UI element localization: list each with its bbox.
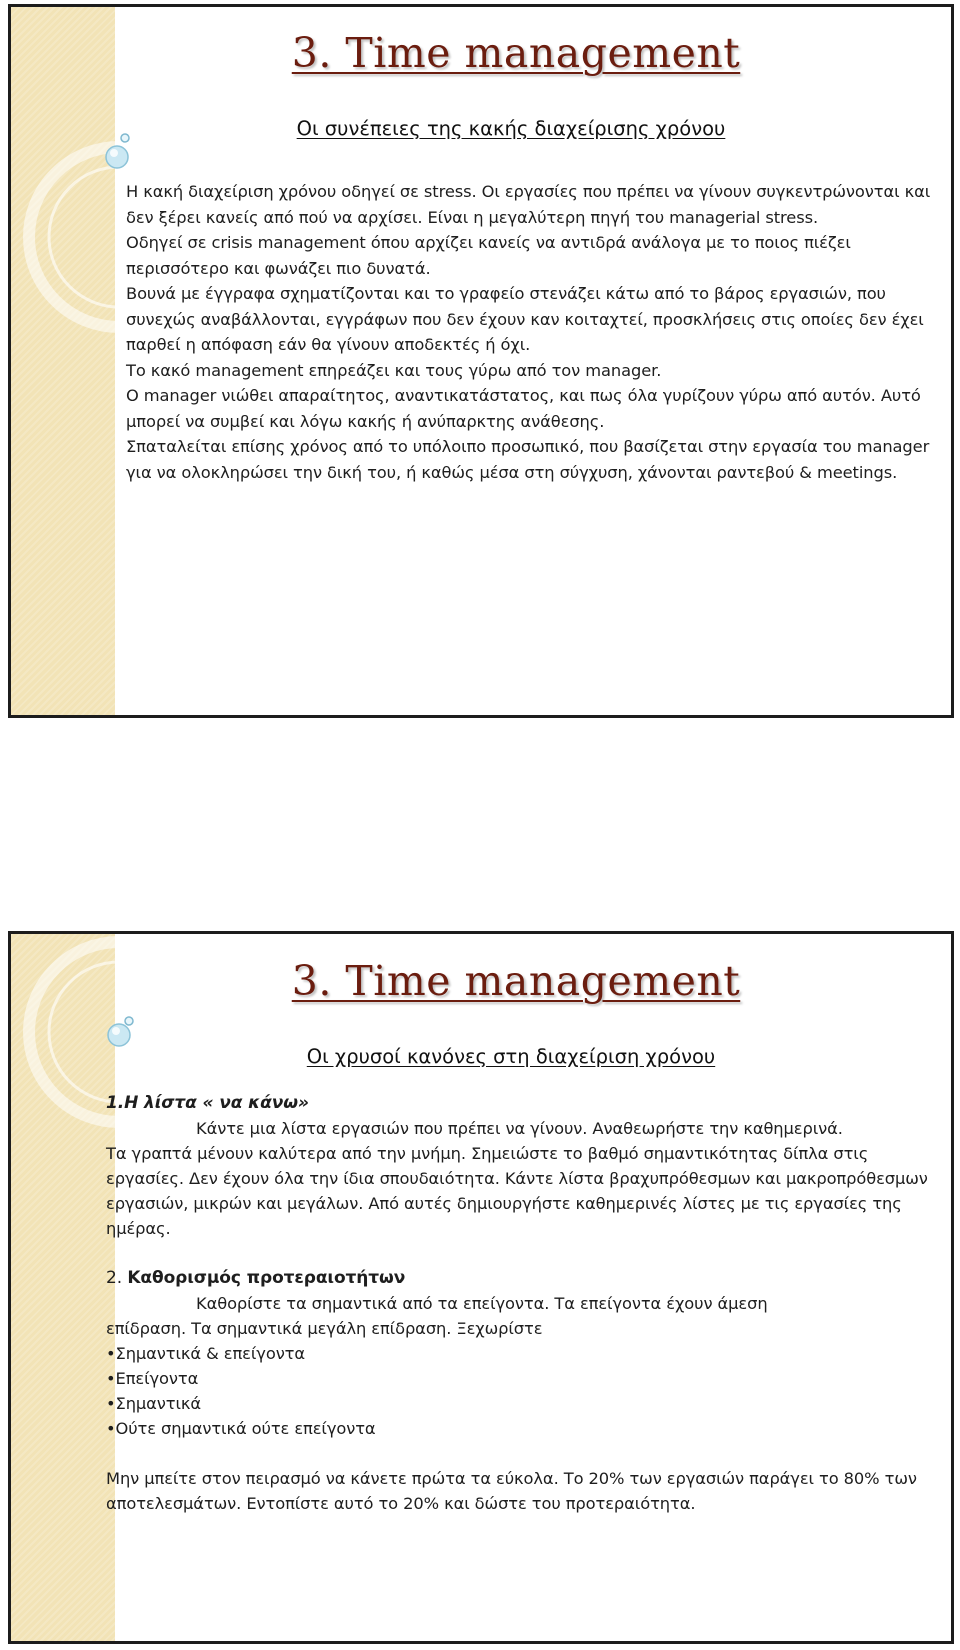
paragraph: Οδηγεί σε crisis management όπου αρχίζει κανείς να αντιδρά ανάλογα με το ποιος πιέζει περισσότερο και φωνάζει πιο δυνατά. xyxy=(126,233,851,278)
slide-subtitle: Οι συνέπειες της κακής διαχείρισης χρόνου xyxy=(296,117,726,140)
rule-title: Η λίστα « να κάνω» xyxy=(124,1093,309,1113)
slide-body xyxy=(106,1091,933,1516)
rule-heading xyxy=(106,1091,933,1116)
slide-2 xyxy=(8,931,954,1644)
slide-body xyxy=(126,179,931,485)
paragraph: Σπαταλείται επίσης χρόνος από το υπόλοιπο προσωπικό, που βασίζεται στην εργασία του manager για να ολοκληρώσει την δική του, ή καθώς μέσα στη σύγχυση, χάνονται ραντεβού & meetings. xyxy=(126,437,930,482)
paragraph: Το κακό management επηρεάζει και τους γύρω από τον manager. xyxy=(126,360,662,380)
slide-1 xyxy=(8,4,954,718)
slide-title: 3. Time management xyxy=(291,29,741,77)
list-item: •Ούτε σημαντικά ούτε επείγοντα xyxy=(106,1419,376,1438)
list-item: •Επείγοντα xyxy=(106,1369,199,1388)
closing-text: Μην μπείτε στον πειρασμό να κάνετε πρώτα τα εύκολα. Το 20% των εργασιών παράγει το 80% των αποτελεσμάτων. Εντοπίστε αυτό το 20% και δώστε του προτεραιότητα. xyxy=(106,1469,917,1513)
slide-content xyxy=(11,7,951,715)
rule-heading xyxy=(106,1266,933,1291)
paragraph: Βουνά με έγγραφα σχηματίζονται και το γραφείο στενάζει κάτω από το βάρος εργασιών, που συνεχώς αναβάλλονται, εγγράφων που δεν έχουν καν κοιταχτεί, προσκλήσεις στις οποίες δεν έχει παρθεί η απόφαση εάν θα γίνουν αποδεκτές ή όχι. xyxy=(126,284,924,354)
rule-lead: Κάντε μια λίστα εργασιών που πρέπει να γίνουν. Αναθεωρήστε την καθημερινά. xyxy=(196,1119,843,1138)
slide-content xyxy=(11,934,951,1641)
rule-text: Τα γραπτά μένουν καλύτερα από την μνήμη. Σημειώστε το βαθμό σημαντικότητας δίπλα στις εργασίες. Δεν έχουν όλα την ίδια σπουδαιότητα. Κάντε λίστα βραχυπρόθεσμων και μακροπρόθεσμων εργασιών, μικρών και μεγάλων. Από αυτές δημιουργήστε καθημερινές λίστες με τις εργασίες της ημέρας. xyxy=(106,1144,928,1238)
slide-title: 3. Time management xyxy=(291,957,741,1005)
rule-number: 2. xyxy=(106,1268,123,1288)
list-item: •Σημαντικά & επείγοντα xyxy=(106,1344,306,1363)
rule-lead: Καθορίστε τα σημαντικά από τα επείγοντα. Τα επείγοντα έχουν άμεση xyxy=(196,1294,768,1313)
slide-subtitle: Οι χρυσοί κανόνες στη διαχείριση χρόνου xyxy=(306,1045,716,1068)
rule-title: Καθορισμός προτεραιοτήτων xyxy=(127,1268,406,1288)
rule-text: επίδραση. Τα σημαντικά μεγάλη επίδραση. Ξεχωρίστε xyxy=(106,1319,543,1338)
paragraph: Η κακή διαχείριση χρόνου οδηγεί σε stress. Οι εργασίες που πρέπει να γίνουν συγκεντρώνονται και δεν ξέρει κανείς από πού να αρχίσει. Είναι η μεγαλύτερη πηγή του managerial stress. xyxy=(126,182,931,227)
paragraph: Ο manager νιώθει απαραίτητος, αναντικατάστατος, και πως όλα γυρίζουν γύρω από αυτόν. Αυτό μπορεί να συμβεί και λόγω κακής ή ανύπαρκτης ανάθεσης. xyxy=(126,386,921,431)
list-item: •Σημαντικά xyxy=(106,1394,202,1413)
rule-number: 1. xyxy=(106,1093,125,1113)
